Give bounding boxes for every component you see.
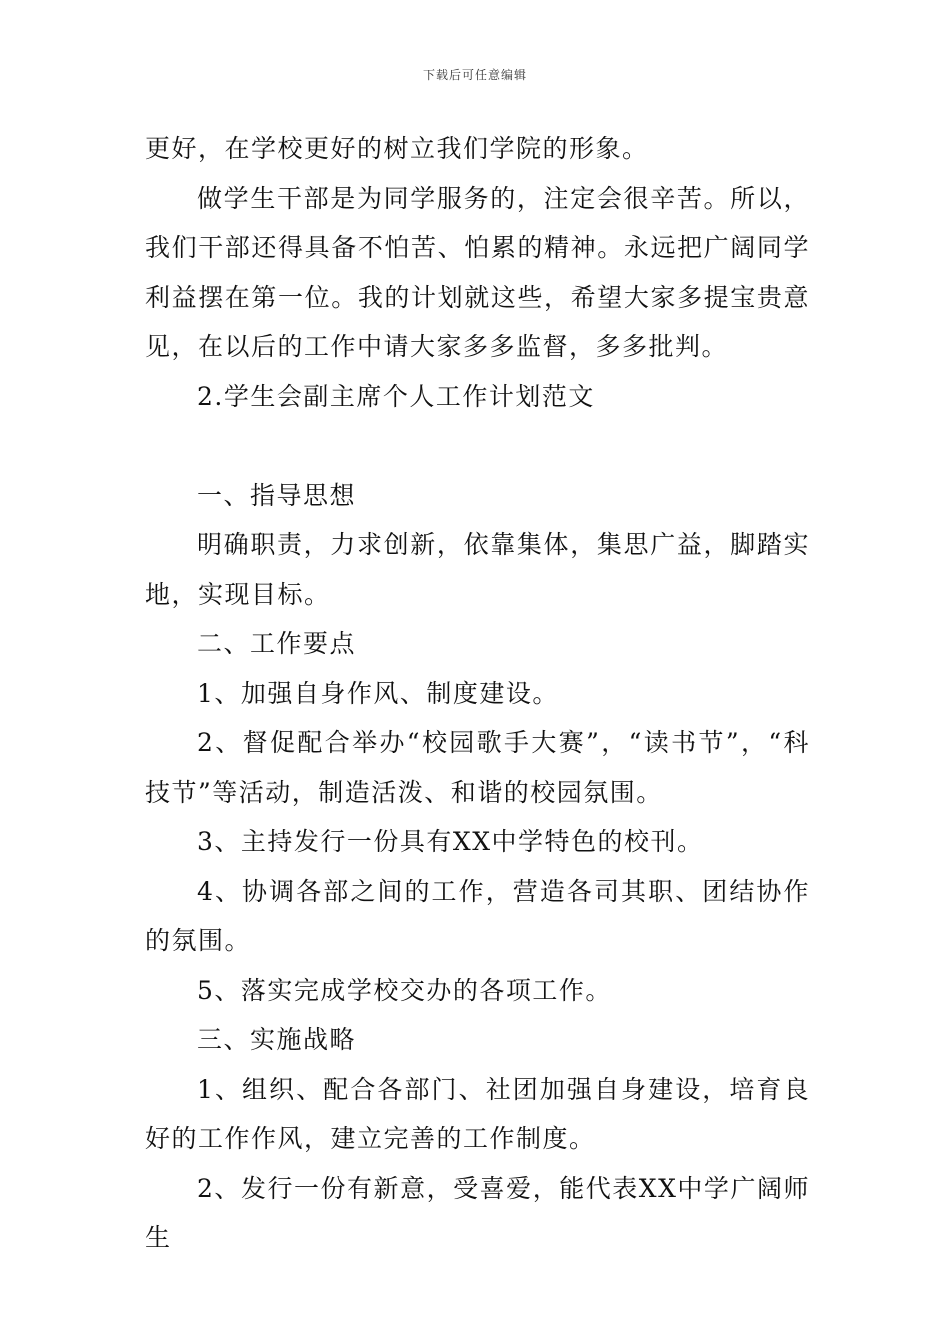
section-title: 2.学生会副主席个人工作计划范文 [197, 381, 595, 411]
list-item-strategy-1: 1、组织、配合各部门、社团加强自身建设，培育良好的工作作风，建立完善的工作制度。 [145, 1074, 810, 1153]
document-body [145, 124, 810, 1263]
heading-strategy: 三、实施战略 [197, 1025, 357, 1054]
list-item-work-point-3: 3、主持发行一份具有XX中学特色的校刊。 [197, 827, 704, 856]
blank-line [145, 421, 810, 471]
list-item-work-point-5: 5、落实完成学校交办的各项工作。 [197, 975, 612, 1005]
paragraph-continuation: 更好，在学校更好的树立我们学院的形象。 [145, 134, 649, 163]
paragraph-student-cadre: 做学生干部是为同学服务的，注定会很辛苦。所以，我们干部还得具备不怕苦、怕累的精神。永远把广阔同学利益摆在第一位。我的计划就这些，希望大家多提宝贵意见，在以后的工作中请大家多多监督，多多批判。 [145, 183, 810, 361]
heading-guiding-thought: 一、指导思想 [197, 480, 357, 510]
page-header-note: 下载后可任意编辑 [422, 68, 527, 82]
heading-work-points: 二、工作要点 [197, 629, 357, 658]
list-item-work-point-1: 1、加强自身作风、制度建设。 [197, 678, 559, 708]
list-item-work-point-4: 4、协调各部之间的工作，营造各司其职、团结协作的氛围。 [145, 876, 810, 955]
paragraph-guiding-thought: 明确职责，力求创新，依靠集体，集思广益，脚踏实地，实现目标。 [145, 530, 810, 609]
list-item-work-point-2: 2、督促配合举办“校园歌手大赛”，“读书节”，“科技节”等活动，制造活泼、和谐的校园氛围。 [145, 728, 810, 807]
list-item-strategy-2: 2、发行一份有新意，受喜爱，能代表XX中学广阔师生 [145, 1173, 810, 1252]
